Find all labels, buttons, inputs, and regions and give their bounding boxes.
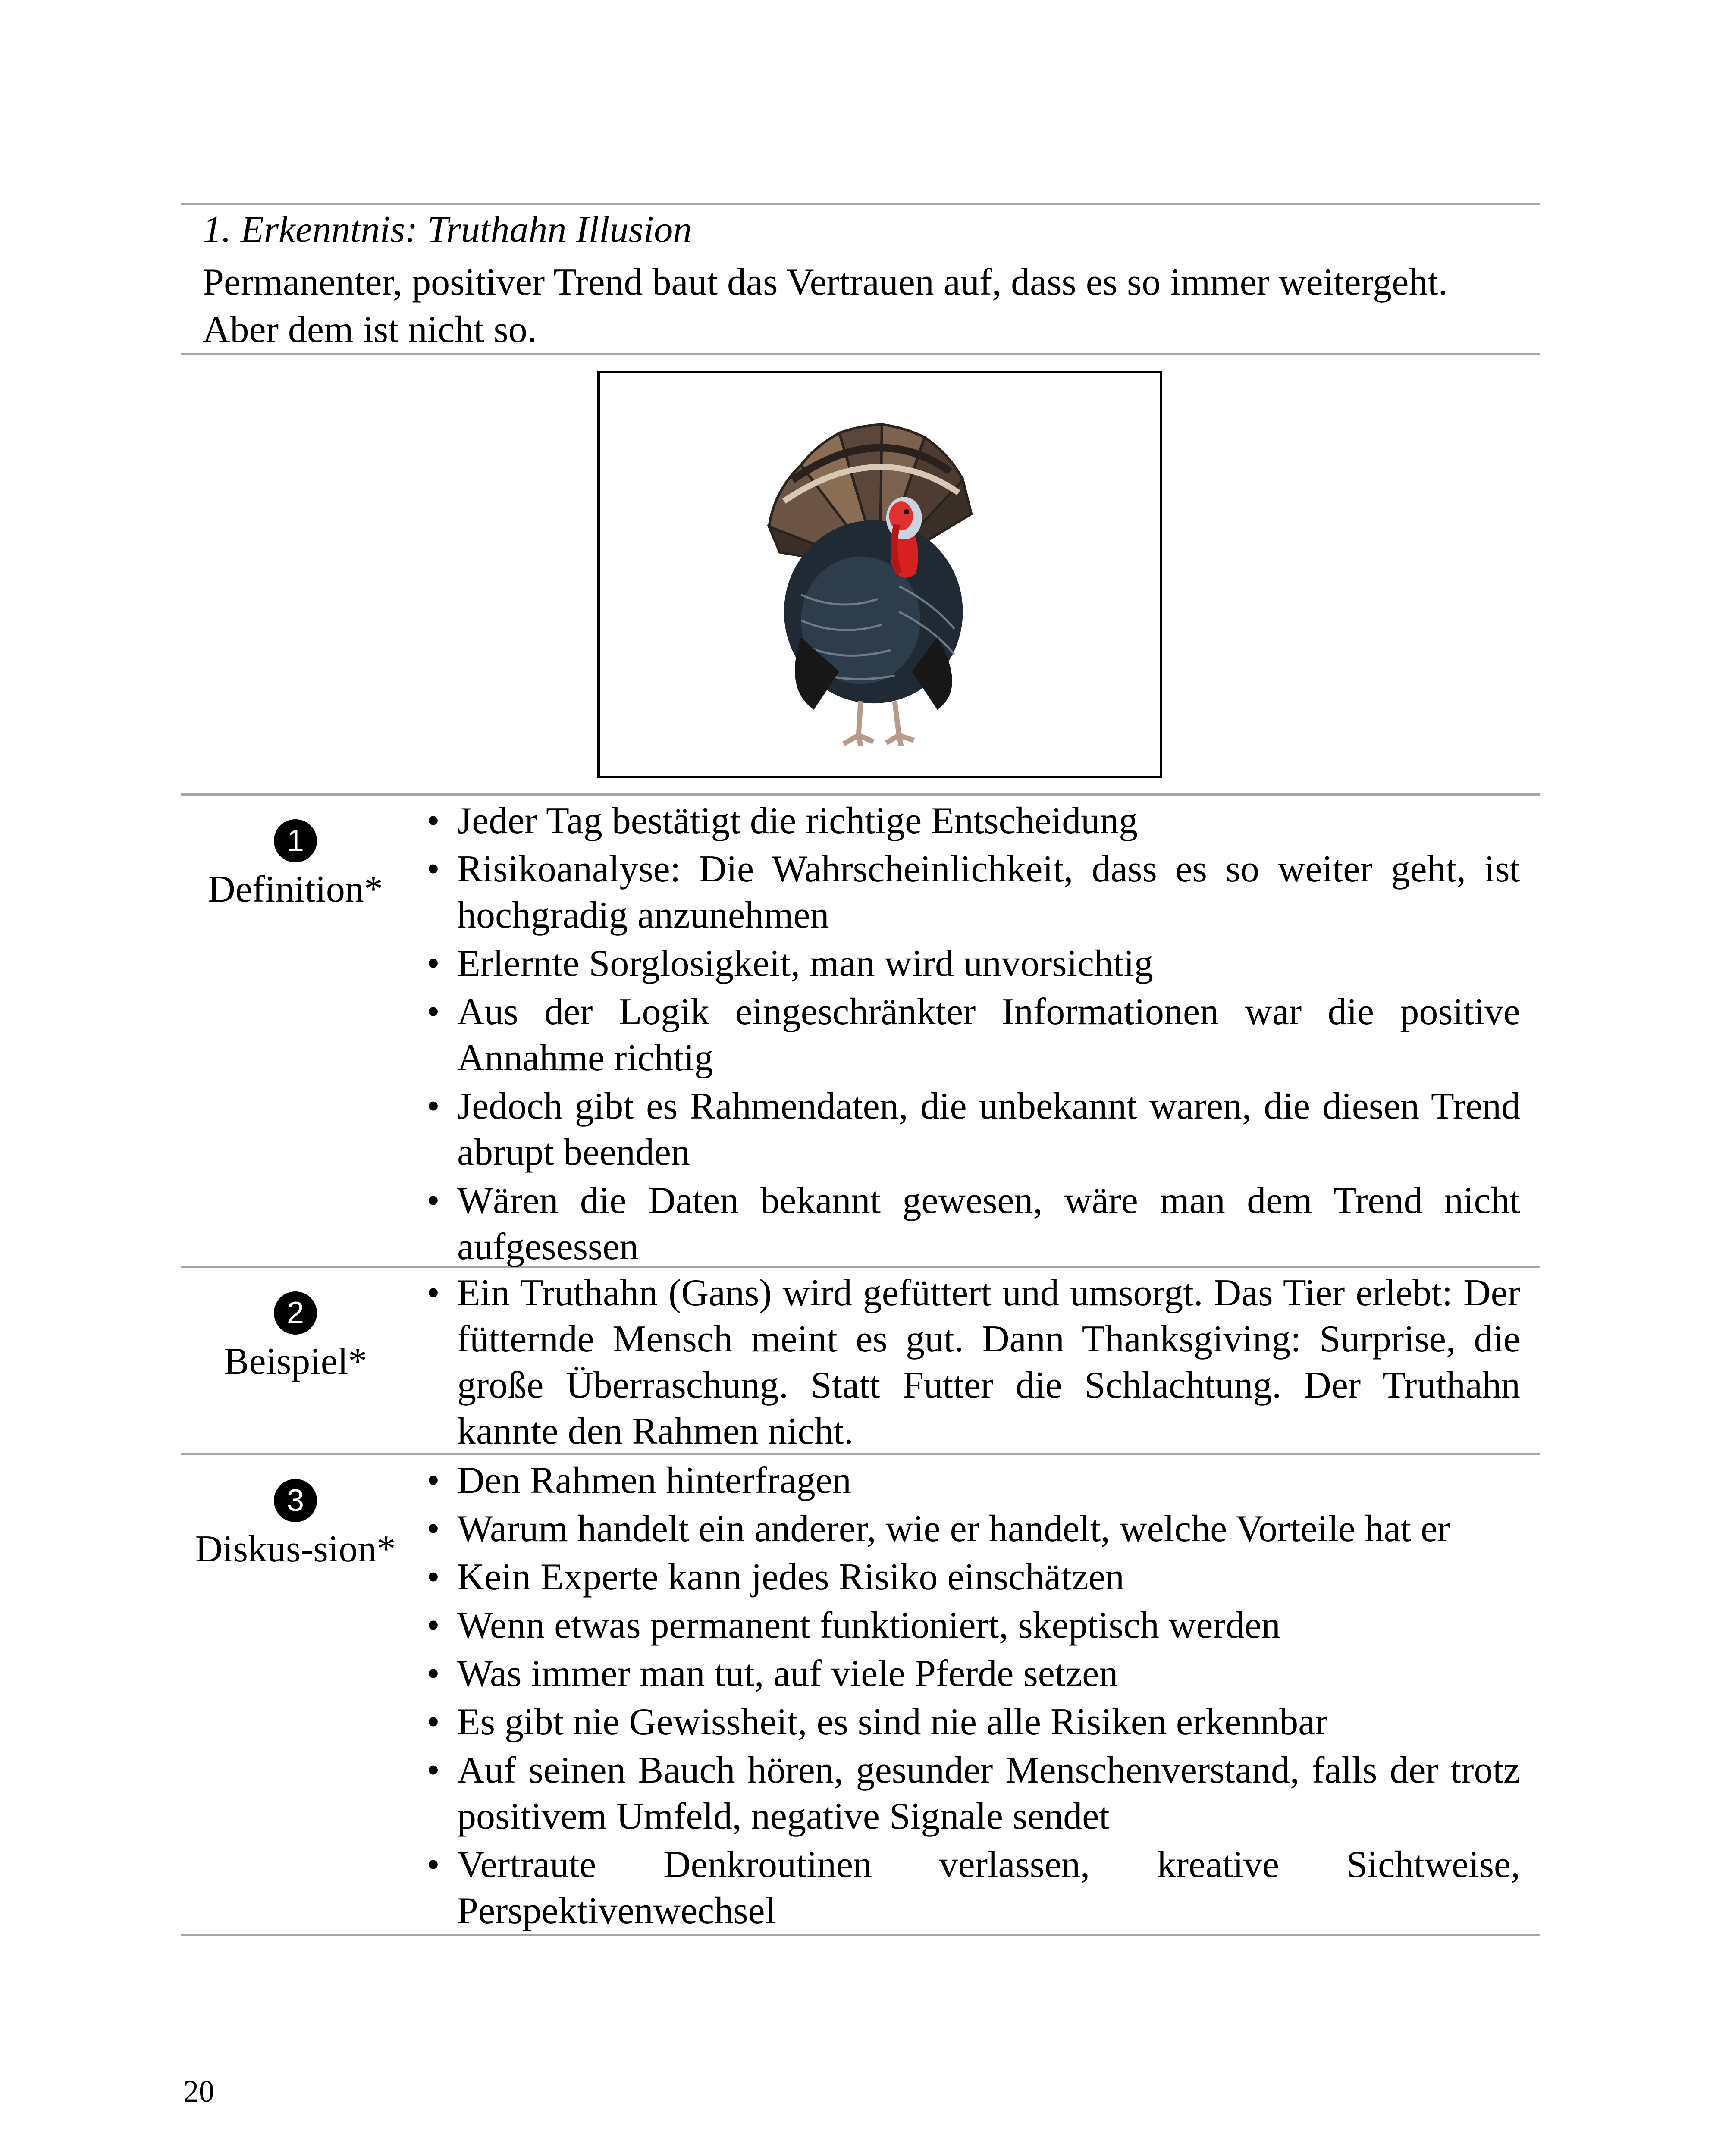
rule-top bbox=[181, 203, 1540, 205]
diskussion-list bbox=[425, 1457, 1520, 1936]
list-item: • Es gibt nie Gewissheit, es sind nie alle Risiken erkennbar bbox=[425, 1699, 1520, 1745]
number-badge: 2 bbox=[274, 1291, 317, 1335]
turkey-photo-icon bbox=[600, 373, 1160, 776]
list-item: • Aus der Logik eingeschränkter Informationen war die positive Annahme richtig bbox=[425, 989, 1520, 1081]
list-item: • Ein Truthahn (Gans) wird gefüttert und umsorgt. Das Tier erlebt: Der fütternde Mensch meint es gut. Dann Thanksgiving: Surprise, die große Überraschung. Statt Futter die Schlachtung. Der Truthahn kannte den Rahmen nicht. bbox=[425, 1270, 1520, 1454]
section-label-definition bbox=[183, 819, 408, 912]
section-title: 1. Erkenntnis: Truthahn Illusion bbox=[203, 209, 692, 251]
figure-frame bbox=[597, 371, 1162, 778]
list-item: • Auf seinen Bauch hören, gesunder Menschenverstand, falls der trotz positivem Umfeld, negative Signale sendet bbox=[425, 1747, 1520, 1839]
section-label-text: Diskus-sion* bbox=[195, 1528, 396, 1570]
intro-text: Permanenter, positiver Trend baut das Vertrauen auf, dass es so immer weitergeht. Aber dem ist nicht so. bbox=[203, 261, 1448, 351]
list-item: • Jeder Tag bestätigt die richtige Entscheidung bbox=[425, 798, 1520, 844]
rule-below-figure bbox=[181, 793, 1540, 796]
list-item: • Erlernte Sorglosigkeit, man wird unvorsichtig bbox=[425, 940, 1520, 987]
beispiel-list bbox=[425, 1270, 1520, 1457]
number-badge: 1 bbox=[274, 819, 317, 862]
list-item: • Warum handelt ein anderer, wie er handelt, welche Vorteile hat er bbox=[425, 1506, 1520, 1552]
list-item: • Wären die Daten bekannt gewesen, wäre man dem Trend nicht aufgesessen bbox=[425, 1178, 1520, 1270]
number-badge: 3 bbox=[274, 1479, 317, 1522]
definition-list bbox=[425, 798, 1520, 1272]
list-item: • Wenn etwas permanent funktioniert, skeptisch werden bbox=[425, 1602, 1520, 1648]
list-item: • Was immer man tut, auf viele Pferde setzen bbox=[425, 1651, 1520, 1697]
section-label-beispiel bbox=[183, 1291, 408, 1385]
section-label-diskussion bbox=[183, 1479, 408, 1572]
section-label-text: Beispiel* bbox=[223, 1341, 367, 1382]
turkey-legs bbox=[844, 701, 914, 746]
list-item: • Den Rahmen hinterfragen bbox=[425, 1457, 1520, 1504]
list-item: • Risikoanalyse: Die Wahrscheinlichkeit, dass es so weiter geht, ist hochgradig anzunehmen bbox=[425, 846, 1520, 938]
list-item: • Kein Experte kann jedes Risiko einschätzen bbox=[425, 1554, 1520, 1600]
section-label-text: Definition* bbox=[208, 868, 383, 910]
list-item: • Jedoch gibt es Rahmendaten, die unbekannt waren, die diesen Trend abrupt beenden bbox=[425, 1083, 1520, 1175]
list-item: • Vertraute Denkroutinen verlassen, kreative Sichtweise, Perspektivenwechsel bbox=[425, 1842, 1520, 1934]
page-number: 20 bbox=[183, 2074, 214, 2109]
